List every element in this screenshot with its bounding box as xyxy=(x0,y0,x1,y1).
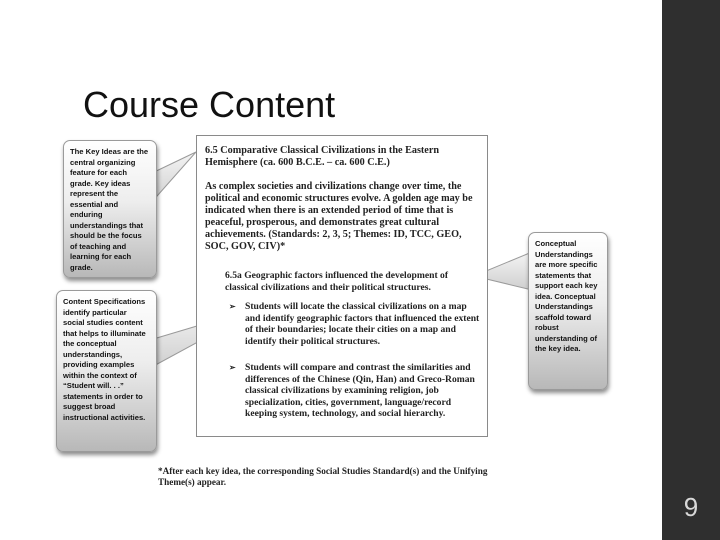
list-item xyxy=(229,301,481,347)
unit-heading: 6.5 Comparative Classical Civilizations in the Eastern Hemisphere (ca. 600 B.C.E. – ca. 600 C.E.) xyxy=(205,145,440,168)
bullet-arrow-icon: ➢ xyxy=(229,363,236,372)
conceptual-understandings-callout-text: Conceptual Understandings are more specific statements that support each key idea. Conceptual Understandings scaffold toward robust understanding of the key idea. xyxy=(535,239,598,353)
content-specification-text: Students will locate the classical civilizations on a map and identify geographic factors that influenced the extent of their boundaries; locate their cities on a map and identify their political structures. xyxy=(245,301,480,347)
slide-title: Course Content xyxy=(83,84,336,125)
curriculum-document-excerpt xyxy=(196,135,488,437)
key-idea-text: As complex societies and civilizations change over time, the political and economic structures evolve. A golden age may be indicated when there is an extended period of time that is peaceful, prosperous, and demonstrates great cultural achievements. (Standards: 2, 3, 5; Themes: ID, TCC, GEO, SOC, GOV, CIV)* xyxy=(205,181,473,252)
list-item xyxy=(229,362,481,420)
content-specifications-callout-text: Content Specifications identify particular social studies content that helps to illuminate the conceptual understandings, providing examples within the context of “Student will. . .” statements in order to suggest broad instructional activities. xyxy=(63,297,146,422)
content-specifications-callout xyxy=(56,290,157,452)
slide-number: 9 xyxy=(683,492,699,522)
key-ideas-callout xyxy=(63,140,157,278)
standards-footnote: *After each key idea, the corresponding Social Studies Standard(s) and the Unifying Theme(s) appear. xyxy=(158,466,488,487)
conceptual-understanding-text: 6.5a Geographic factors influenced the development of classical civilizations and their political structures. xyxy=(225,270,449,293)
content-specification-text: Students will compare and contrast the similarities and differences of the Chinese (Qin, Han) and Greco-Roman classical civilizations by examining religion, job specialization, cities, government, language/record keeping system, technology, and social hierarchy. xyxy=(245,362,475,419)
bullet-arrow-icon: ➢ xyxy=(229,302,236,311)
conceptual-understandings-callout xyxy=(528,232,608,390)
key-ideas-callout-text: The Key Ideas are the central organizing feature for each grade. Key ideas represent the essential and enduring understandings that should be the focus of teaching and learning for each grade. xyxy=(70,147,149,272)
